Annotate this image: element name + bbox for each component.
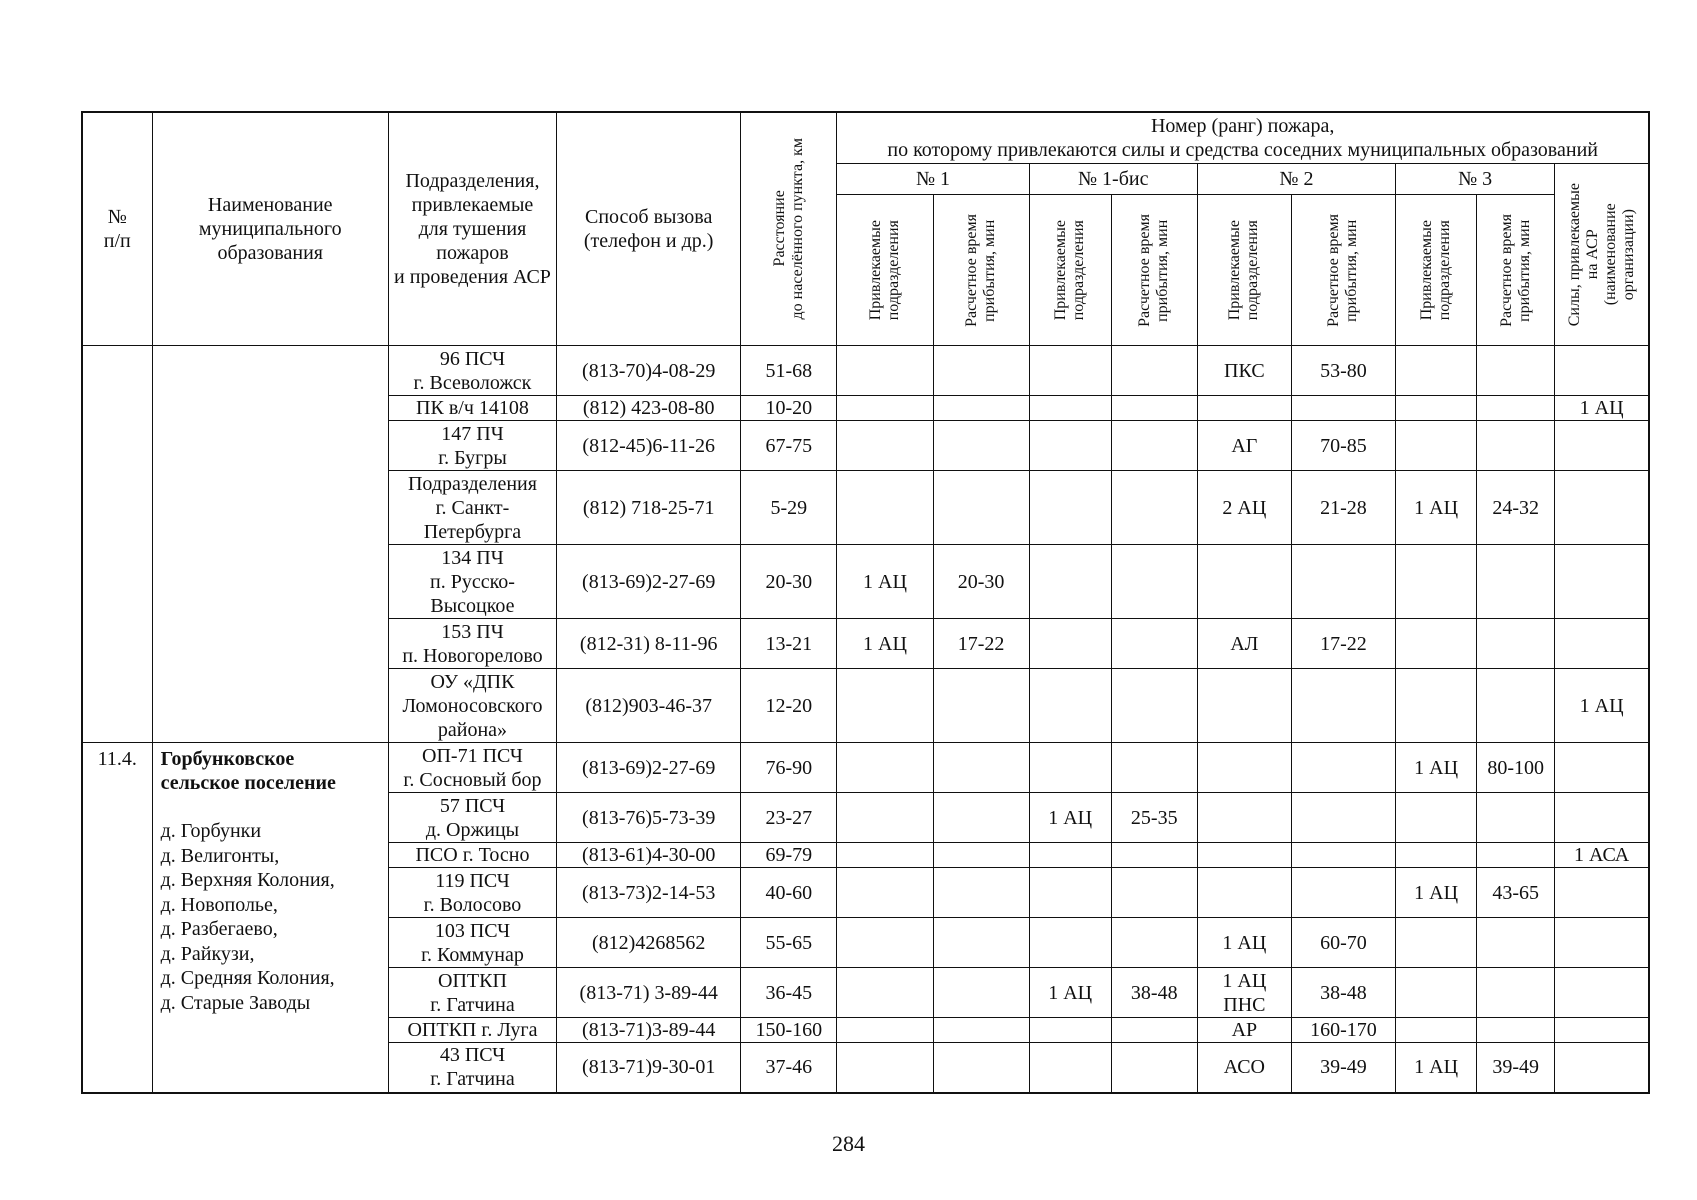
header-r1b-units	[1029, 195, 1111, 346]
asr-cell: 1 АЦ	[1555, 669, 1649, 743]
rank1-units-cell	[837, 968, 933, 1018]
asr-cell	[1555, 868, 1649, 918]
asr-cell: 1 АСА	[1555, 843, 1649, 868]
rank3-units-cell	[1396, 545, 1477, 619]
rank3-units-cell	[1396, 918, 1477, 968]
rank3-time-cell	[1477, 918, 1555, 968]
rank2-time-cell: 38-48	[1291, 968, 1395, 1018]
rank1bis-units-cell	[1029, 545, 1111, 619]
rank2-units-cell: 1 АЦ	[1197, 918, 1291, 968]
rank1bis-units-cell	[1029, 868, 1111, 918]
phone-cell: (813-71) 3-89-44	[557, 968, 741, 1018]
rank1-units-cell	[837, 868, 933, 918]
rank3-time-cell: 39-49	[1477, 1043, 1555, 1093]
rank1-units-cell	[837, 1018, 933, 1043]
phone-cell: (813-70)4-08-29	[557, 346, 741, 396]
phone-cell: (813-71)3-89-44	[557, 1018, 741, 1043]
rank2-time-cell	[1291, 743, 1395, 793]
rank1bis-units-cell	[1029, 743, 1111, 793]
table-row	[82, 346, 1649, 396]
rank1bis-time-cell	[1111, 346, 1197, 396]
header-r1-units	[837, 195, 933, 346]
unit-cell: ОПТКП г. Луга	[388, 1018, 556, 1043]
distance-cell: 5-29	[741, 471, 837, 545]
header-r3-units-text: Привлекаемые подразделения	[1418, 219, 1454, 321]
asr-cell	[1555, 471, 1649, 545]
rank3-time-cell	[1477, 545, 1555, 619]
asr-cell	[1555, 1018, 1649, 1043]
rank2-units-cell: АЛ	[1197, 619, 1291, 669]
rank2-time-cell: 53-80	[1291, 346, 1395, 396]
distance-cell: 37-46	[741, 1043, 837, 1093]
rank1-units-cell	[837, 669, 933, 743]
header-r3-time-text: Расчетное время прибытия, мин	[1497, 213, 1533, 327]
phone-cell: (812)4268562	[557, 918, 741, 968]
rank1-time-cell	[933, 743, 1029, 793]
rank1-units-cell: 1 АЦ	[837, 545, 933, 619]
rank1-units-cell	[837, 843, 933, 868]
rank1-time-cell	[933, 396, 1029, 421]
rank1-time-cell	[933, 918, 1029, 968]
distance-cell: 51-68	[741, 346, 837, 396]
header-r3-units	[1396, 195, 1477, 346]
rank1-time-cell	[933, 793, 1029, 843]
header-r1-time-text: Расчетное время прибытия, мин	[963, 213, 999, 327]
asr-cell	[1555, 545, 1649, 619]
rank1-time-cell	[933, 421, 1029, 471]
phone-cell: (812)903-46-37	[557, 669, 741, 743]
distance-cell: 10-20	[741, 396, 837, 421]
rank2-time-cell: 160-170	[1291, 1018, 1395, 1043]
rank2-units-cell	[1197, 669, 1291, 743]
rank1-time-cell: 17-22	[933, 619, 1029, 669]
rank3-time-cell	[1477, 346, 1555, 396]
distance-cell: 150-160	[741, 1018, 837, 1043]
distance-cell: 67-75	[741, 421, 837, 471]
distance-cell: 36-45	[741, 968, 837, 1018]
header-asr-text: Силы, привлекаемые на АСР (наименование организации)	[1565, 182, 1637, 326]
header-rank-2: № 2	[1197, 163, 1395, 195]
header-rank-1bis: № 1-бис	[1029, 163, 1197, 195]
rank3-units-cell	[1396, 793, 1477, 843]
distance-cell: 76-90	[741, 743, 837, 793]
rank3-time-cell: 43-65	[1477, 868, 1555, 918]
rank3-units-cell: 1 АЦ	[1396, 868, 1477, 918]
rank2-time-cell	[1291, 793, 1395, 843]
rank2-units-cell: АГ	[1197, 421, 1291, 471]
rank1-units-cell	[837, 471, 933, 545]
unit-cell: ПК в/ч 14108	[388, 396, 556, 421]
unit-cell: ОПТКП г. Гатчина	[388, 968, 556, 1018]
header-r2-units-text: Привлекаемые подразделения	[1226, 219, 1262, 321]
asr-cell	[1555, 968, 1649, 1018]
rank2-time-cell	[1291, 396, 1395, 421]
rank3-time-cell	[1477, 619, 1555, 669]
rank2-time-cell: 17-22	[1291, 619, 1395, 669]
header-call-method: Способ вызова (телефон и др.)	[557, 112, 741, 346]
rank1bis-units-cell	[1029, 471, 1111, 545]
distance-cell: 12-20	[741, 669, 837, 743]
rank1bis-time-cell: 25-35	[1111, 793, 1197, 843]
header-r2-units	[1197, 195, 1291, 346]
phone-cell: (813-69)2-27-69	[557, 545, 741, 619]
header-units: Подразделения, привлекаемые для тушения пожаров и проведения АСР	[388, 112, 556, 346]
rank3-time-cell	[1477, 793, 1555, 843]
rank1bis-time-cell	[1111, 1018, 1197, 1043]
rank1bis-time-cell	[1111, 743, 1197, 793]
rank3-units-cell	[1396, 619, 1477, 669]
rank3-units-cell	[1396, 669, 1477, 743]
page-number: 284	[832, 1131, 865, 1156]
rank1-time-cell	[933, 471, 1029, 545]
header-r1b-time-text: Расчетное время прибытия, мин	[1136, 213, 1172, 327]
rank1bis-units-cell	[1029, 421, 1111, 471]
rank1bis-time-cell	[1111, 843, 1197, 868]
fire-forces-table	[81, 111, 1650, 1094]
unit-cell: 103 ПСЧ г. Коммунар	[388, 918, 556, 968]
rank1bis-time-cell	[1111, 471, 1197, 545]
header-distance	[741, 112, 837, 346]
asr-cell: 1 АЦ	[1555, 396, 1649, 421]
phone-cell: (812) 423-08-80	[557, 396, 741, 421]
unit-cell: ОП-71 ПСЧ г. Сосновый бор	[388, 743, 556, 793]
unit-cell: 43 ПСЧ г. Гатчина	[388, 1043, 556, 1093]
asr-cell	[1555, 346, 1649, 396]
rank1bis-units-cell	[1029, 1043, 1111, 1093]
rank1-time-cell	[933, 1018, 1029, 1043]
rank1-units-cell	[837, 421, 933, 471]
header-rank-title: Номер (ранг) пожара, по которому привлекаются силы и средства соседних муниципальных образований	[837, 112, 1649, 163]
header-r1b-time	[1111, 195, 1197, 346]
rank1-time-cell	[933, 1043, 1029, 1093]
rank1-time-cell	[933, 346, 1029, 396]
rank1bis-time-cell	[1111, 1043, 1197, 1093]
distance-cell: 69-79	[741, 843, 837, 868]
rank1-units-cell	[837, 396, 933, 421]
distance-cell: 23-27	[741, 793, 837, 843]
rank1-time-cell	[933, 843, 1029, 868]
header-r1b-units-text: Привлекаемые подразделения	[1052, 219, 1088, 321]
unit-cell: 147 ПЧ г. Бугры	[388, 421, 556, 471]
rank2-time-cell	[1291, 868, 1395, 918]
rank3-units-cell: 1 АЦ	[1396, 471, 1477, 545]
rank2-units-cell	[1197, 868, 1291, 918]
distance-cell: 13-21	[741, 619, 837, 669]
rank2-units-cell: 2 АЦ	[1197, 471, 1291, 545]
unit-cell: 153 ПЧ п. Новогорелово	[388, 619, 556, 669]
header-r2-time	[1291, 195, 1395, 346]
rank1bis-units-cell	[1029, 843, 1111, 868]
unit-cell: ОУ «ДПК Ломоносовского района»	[388, 669, 556, 743]
rank1bis-units-cell: 1 АЦ	[1029, 793, 1111, 843]
table-row	[82, 743, 1649, 793]
header-rank-1: № 1	[837, 163, 1029, 195]
phone-cell: (812-45)6-11-26	[557, 421, 741, 471]
rank1bis-time-cell	[1111, 918, 1197, 968]
header-r3-time	[1477, 195, 1555, 346]
phone-cell: (813-73)2-14-53	[557, 868, 741, 918]
rank3-time-cell	[1477, 968, 1555, 1018]
rank2-time-cell	[1291, 669, 1395, 743]
rank2-time-cell: 70-85	[1291, 421, 1395, 471]
distance-cell: 55-65	[741, 918, 837, 968]
rank1-units-cell	[837, 346, 933, 396]
row-number-cell: 11.4.	[82, 743, 152, 1093]
rank3-time-cell	[1477, 396, 1555, 421]
rank2-units-cell	[1197, 743, 1291, 793]
municipality-cell	[152, 346, 388, 743]
asr-cell	[1555, 421, 1649, 471]
rank1bis-units-cell	[1029, 619, 1111, 669]
rank2-units-cell: 1 АЦ ПНС	[1197, 968, 1291, 1018]
unit-cell: 57 ПСЧ д. Оржицы	[388, 793, 556, 843]
asr-cell	[1555, 743, 1649, 793]
asr-cell	[1555, 918, 1649, 968]
rank2-time-cell	[1291, 843, 1395, 868]
rank1bis-time-cell: 38-48	[1111, 968, 1197, 1018]
rank3-time-cell	[1477, 421, 1555, 471]
rank3-units-cell	[1396, 843, 1477, 868]
rank1bis-time-cell	[1111, 396, 1197, 421]
unit-cell: ПСО г. Тосно	[388, 843, 556, 868]
rank1bis-units-cell	[1029, 1018, 1111, 1043]
rank1bis-units-cell	[1029, 396, 1111, 421]
rank1-units-cell	[837, 743, 933, 793]
rank1-units-cell	[837, 918, 933, 968]
rank2-time-cell: 21-28	[1291, 471, 1395, 545]
rank2-units-cell	[1197, 396, 1291, 421]
asr-cell	[1555, 1043, 1649, 1093]
rank2-time-cell	[1291, 545, 1395, 619]
rank2-time-cell: 60-70	[1291, 918, 1395, 968]
rank3-time-cell	[1477, 1018, 1555, 1043]
asr-cell	[1555, 619, 1649, 669]
rank2-units-cell	[1197, 843, 1291, 868]
unit-cell: 134 ПЧ п. Русско- Высоцкое	[388, 545, 556, 619]
rank1bis-time-cell	[1111, 545, 1197, 619]
rank2-units-cell: АР	[1197, 1018, 1291, 1043]
rank3-time-cell: 24-32	[1477, 471, 1555, 545]
header-num: № п/п	[82, 112, 152, 346]
rank1-time-cell: 20-30	[933, 545, 1029, 619]
rank1-time-cell	[933, 868, 1029, 918]
rank3-units-cell	[1396, 1018, 1477, 1043]
phone-cell: (813-71)9-30-01	[557, 1043, 741, 1093]
header-municipality: Наименование муниципального образования	[152, 112, 388, 346]
header-rank-3: № 3	[1396, 163, 1555, 195]
rank2-time-cell: 39-49	[1291, 1043, 1395, 1093]
municipality-title: Горбунковское сельское поселение	[160, 748, 336, 794]
header-r1-units-text: Привлекаемые подразделения	[866, 219, 902, 321]
phone-cell: (812-31) 8-11-96	[557, 619, 741, 669]
rank1bis-time-cell	[1111, 868, 1197, 918]
header-r1-time	[933, 195, 1029, 346]
rank2-units-cell	[1197, 793, 1291, 843]
rank1bis-time-cell	[1111, 619, 1197, 669]
rank1-units-cell	[837, 793, 933, 843]
header-asr	[1555, 163, 1649, 346]
rank2-units-cell	[1197, 545, 1291, 619]
rank3-time-cell	[1477, 669, 1555, 743]
rank3-units-cell: 1 АЦ	[1396, 743, 1477, 793]
distance-cell: 20-30	[741, 545, 837, 619]
municipality-cell	[152, 743, 388, 1093]
rank1bis-units-cell	[1029, 346, 1111, 396]
rank3-units-cell: 1 АЦ	[1396, 1043, 1477, 1093]
asr-cell	[1555, 793, 1649, 843]
rank3-units-cell	[1396, 421, 1477, 471]
rank1bis-units-cell	[1029, 918, 1111, 968]
rank3-time-cell	[1477, 843, 1555, 868]
rank1-time-cell	[933, 968, 1029, 1018]
rank1bis-time-cell	[1111, 421, 1197, 471]
distance-cell: 40-60	[741, 868, 837, 918]
unit-cell: 119 ПСЧ г. Волосово	[388, 868, 556, 918]
rank1bis-units-cell: 1 АЦ	[1029, 968, 1111, 1018]
phone-cell: (813-69)2-27-69	[557, 743, 741, 793]
header-distance-text: Расстояние до населённого пункта, км	[770, 138, 806, 320]
rank3-units-cell	[1396, 346, 1477, 396]
rank1bis-units-cell	[1029, 669, 1111, 743]
header-r2-time-text: Расчетное время прибытия, мин	[1325, 213, 1361, 327]
phone-cell: (813-61)4-30-00	[557, 843, 741, 868]
rank2-units-cell: ПКС	[1197, 346, 1291, 396]
unit-cell: Подразделения г. Санкт- Петербурга	[388, 471, 556, 545]
rank1bis-time-cell	[1111, 669, 1197, 743]
phone-cell: (812) 718-25-71	[557, 471, 741, 545]
unit-cell: 96 ПСЧ г. Всеволожск	[388, 346, 556, 396]
rank3-time-cell: 80-100	[1477, 743, 1555, 793]
row-number-cell	[82, 346, 152, 743]
rank1-units-cell: 1 АЦ	[837, 619, 933, 669]
table-body	[82, 346, 1649, 1093]
rank2-units-cell: АСО	[1197, 1043, 1291, 1093]
rank3-units-cell	[1396, 968, 1477, 1018]
villages-list: д. Горбунки д. Велигонты, д. Верхняя Колония, д. Новополье, д. Разбегаево, д. Райкузи, д. Средняя Колония, д. Старые Заводы	[160, 820, 335, 1014]
phone-cell: (813-76)5-73-39	[557, 793, 741, 843]
rank3-units-cell	[1396, 396, 1477, 421]
rank1-time-cell	[933, 669, 1029, 743]
rank1-units-cell	[837, 1043, 933, 1093]
